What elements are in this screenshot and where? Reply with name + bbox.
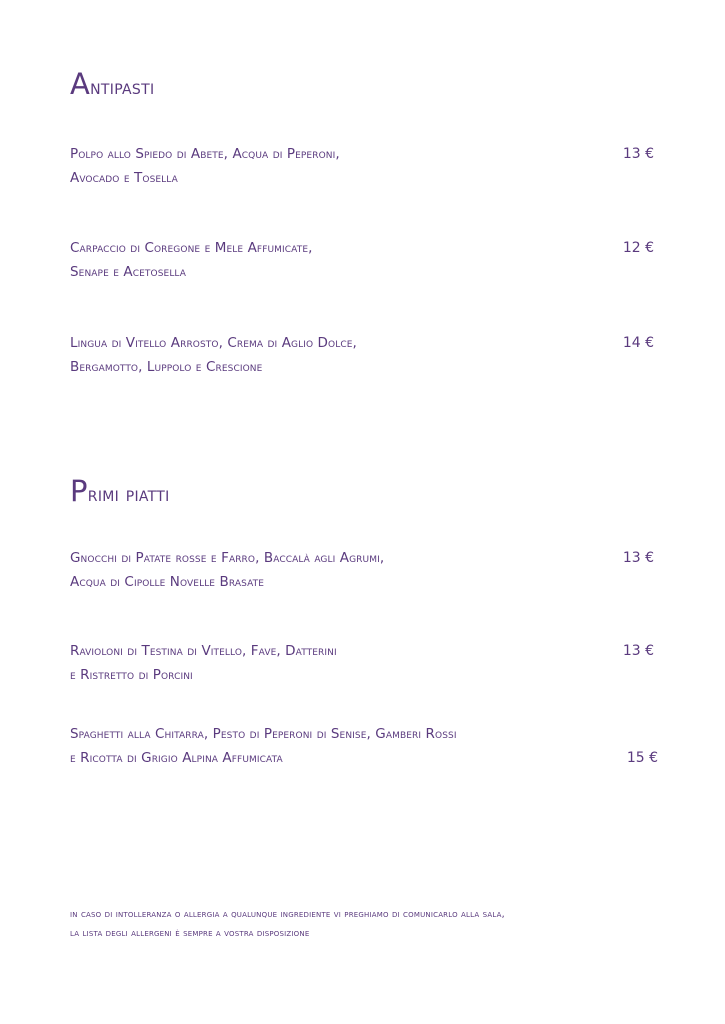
dish-name-line: Avocado e Tosella bbox=[70, 170, 178, 186]
allergy-notice-line: la lista degli allergeni è sempre a vostra disposizione bbox=[70, 928, 310, 939]
menu-item bbox=[70, 639, 660, 687]
dish-name bbox=[70, 331, 580, 379]
dish-name-line: Lingua di Vitello Arrosto, Crema di Aglio Dolce, bbox=[70, 335, 357, 351]
menu-item bbox=[70, 142, 660, 190]
dish-price: 12 € bbox=[622, 240, 654, 256]
allergy-notice-line: in caso di intolleranza o allergia a qualunque ingrediente vi preghiamo di comunicarlo alla sala, bbox=[70, 909, 505, 920]
dish-price: 14 € bbox=[622, 335, 654, 351]
menu-item bbox=[70, 722, 660, 770]
dish-name bbox=[70, 722, 580, 770]
dish-name-line: Carpaccio di Coregone e Mele Affumicate, bbox=[70, 240, 313, 256]
dish-price: 13 € bbox=[622, 146, 654, 162]
dish-name-line: Senape e Acetosella bbox=[70, 264, 187, 280]
dish-name bbox=[70, 236, 580, 284]
dish-price: 13 € bbox=[622, 643, 654, 659]
section-title-antipasti: Antipasti bbox=[70, 67, 155, 101]
dish-name-line: e Ricotta di Grigio Alpina Affumicata bbox=[70, 750, 283, 766]
dish-name-line: Ravioloni di Testina di Vitello, Fave, Datterini bbox=[70, 643, 337, 659]
dish-price: 13 € bbox=[622, 550, 654, 566]
dish-name-line: Bergamotto, Luppolo e Crescione bbox=[70, 359, 263, 375]
dish-name-line: Spaghetti alla Chitarra, Pesto di Peperoni di Senise, Gamberi Rossi bbox=[70, 726, 457, 742]
allergy-notice bbox=[70, 905, 505, 943]
dish-name-line: Gnocchi di Patate rosse e Farro, Baccalà agli Agrumi, bbox=[70, 550, 385, 566]
section-title-primi-piatti: Primi piatti bbox=[70, 474, 170, 508]
dish-name bbox=[70, 546, 580, 594]
dish-name-line: Acqua di Cipolle Novelle Brasate bbox=[70, 574, 265, 590]
menu-item bbox=[70, 236, 660, 284]
dish-name bbox=[70, 142, 580, 190]
dish-name-line: e Ristretto di Porcini bbox=[70, 667, 193, 683]
menu-item bbox=[70, 331, 660, 379]
dish-name bbox=[70, 639, 580, 687]
dish-name-line: Polpo allo Spiedo di Abete, Acqua di Peperoni, bbox=[70, 146, 340, 162]
dish-price: 15 € bbox=[626, 750, 658, 766]
menu-item bbox=[70, 546, 660, 594]
